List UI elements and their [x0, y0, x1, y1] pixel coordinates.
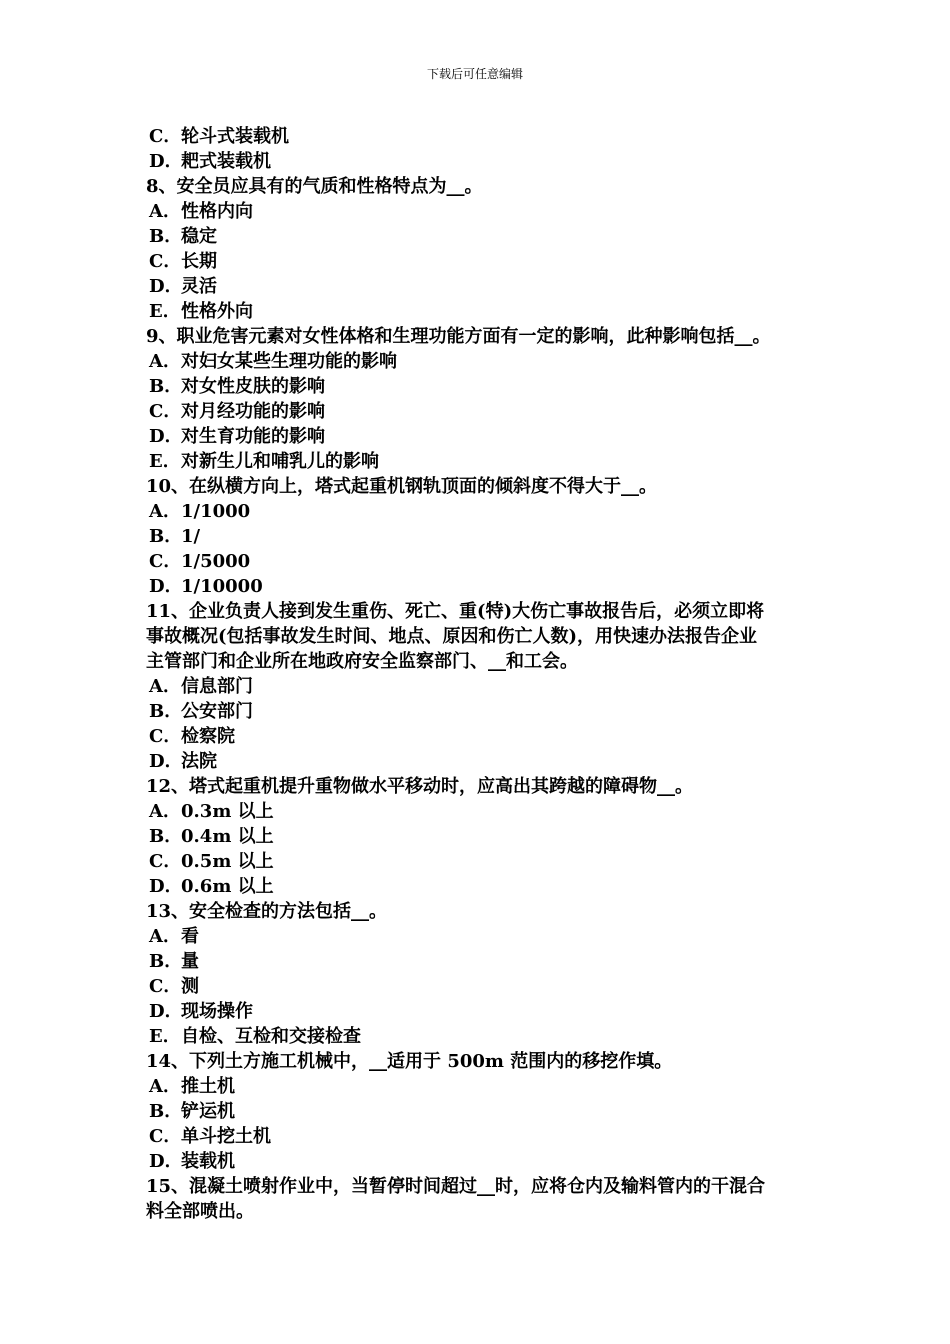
question-line: 料全部喷出。: [146, 1201, 254, 1222]
option-letter: B．: [149, 1101, 183, 1122]
answer-option: [146, 149, 814, 174]
question-line: 12、塔式起重机提升重物做水平移动时，应高出其跨越的障碍物__。: [146, 776, 694, 797]
answer-option: [146, 674, 814, 699]
option-letter: C．: [149, 976, 182, 997]
answer-option: [146, 499, 814, 524]
question-line: 8、安全员应具有的气质和性格特点为__。: [146, 176, 483, 197]
answer-option: [146, 824, 814, 849]
answer-option: [146, 974, 814, 999]
option-text: 0.3m 以上: [181, 801, 274, 822]
option-letter: B．: [149, 951, 183, 972]
option-letter: E．: [149, 301, 181, 322]
option-letter: D．: [149, 276, 183, 297]
answer-option: [146, 274, 814, 299]
option-text: 测: [181, 976, 199, 997]
option-letter: D．: [149, 576, 183, 597]
answer-option: [146, 999, 814, 1024]
option-text: 装载机: [181, 1151, 235, 1172]
option-letter: A．: [149, 801, 181, 822]
option-text: 耙式装载机: [181, 151, 271, 172]
option-letter: B．: [149, 526, 183, 547]
answer-option: [146, 549, 814, 574]
page-header: 下载后可任意编辑: [426, 67, 523, 81]
question-line: 9、职业危害元素对女性体格和生理功能方面有一定的影响，此种影响包括__。: [146, 326, 771, 347]
answer-option: [146, 399, 814, 424]
option-text: 0.5m 以上: [181, 851, 274, 872]
answer-option: [146, 799, 814, 824]
option-letter: C．: [149, 401, 182, 422]
option-letter: D．: [149, 426, 183, 447]
answer-option: [146, 424, 814, 449]
answer-option: [146, 724, 814, 749]
question-line: 13、安全检查的方法包括__。: [146, 901, 388, 922]
answer-option: [146, 524, 814, 549]
option-text: 对新生儿和哺乳儿的影响: [181, 451, 379, 472]
option-letter: B．: [149, 826, 183, 847]
option-text: 性格外向: [181, 301, 253, 322]
answer-option: [146, 124, 814, 149]
option-text: 对生育功能的影响: [181, 426, 325, 447]
option-letter: C．: [149, 251, 182, 272]
answer-option: [146, 1074, 814, 1099]
option-text: 性格内向: [181, 201, 253, 222]
option-letter: C．: [149, 851, 182, 872]
answer-option: [146, 449, 814, 474]
question-line: 15、混凝土喷射作业中，当暂停时间超过__时，应将仓内及输料管内的干混合: [146, 1176, 766, 1197]
option-letter: D．: [149, 751, 183, 772]
option-text: 长期: [181, 251, 217, 272]
option-text: 0.6m 以上: [181, 876, 274, 897]
document-body: [146, 124, 814, 1224]
answer-option: [146, 949, 814, 974]
option-text: 法院: [181, 751, 217, 772]
option-letter: D．: [149, 1151, 183, 1172]
answer-option: [146, 299, 814, 324]
option-text: 对月经功能的影响: [181, 401, 325, 422]
option-text: 0.4m 以上: [181, 826, 274, 847]
option-letter: C．: [149, 551, 182, 572]
answer-option: [146, 574, 814, 599]
option-letter: A．: [149, 201, 181, 222]
option-text: 看: [181, 926, 199, 947]
question-line: 10、在纵横方向上，塔式起重机钢轨顶面的倾斜度不得大于__。: [146, 476, 658, 497]
option-letter: D．: [149, 1001, 183, 1022]
option-text: 轮斗式装载机: [181, 126, 289, 147]
option-letter: C．: [149, 1126, 182, 1147]
option-text: 1/10000: [181, 576, 263, 597]
answer-option: [146, 224, 814, 249]
option-letter: E．: [149, 451, 181, 472]
question-line: 11、企业负责人接到发生重伤、死亡、重(特)大伤亡事故报告后，必须立即将: [146, 601, 765, 622]
option-text: 1/: [181, 526, 201, 547]
answer-option: [146, 199, 814, 224]
answer-option: [146, 699, 814, 724]
option-text: 铲运机: [181, 1101, 235, 1122]
option-text: 信息部门: [181, 676, 253, 697]
answer-option: [146, 1149, 814, 1174]
option-letter: C．: [149, 726, 182, 747]
option-letter: A．: [149, 501, 181, 522]
answer-option: [146, 1124, 814, 1149]
option-letter: A．: [149, 926, 181, 947]
option-text: 稳定: [181, 226, 217, 247]
option-text: 检察院: [181, 726, 235, 747]
option-letter: A．: [149, 1076, 181, 1097]
option-letter: E．: [149, 1026, 181, 1047]
option-letter: B．: [149, 376, 183, 397]
option-letter: A．: [149, 676, 181, 697]
option-text: 对妇女某些生理功能的影响: [181, 351, 397, 372]
option-text: 灵活: [181, 276, 217, 297]
question-line: 14、下列土方施工机械中，__适用于 500m 范围内的移挖作填。: [146, 1051, 673, 1072]
answer-option: [146, 749, 814, 774]
answer-option: [146, 924, 814, 949]
question-line: 事故概况(包括事故发生时间、地点、原因和伤亡人数)，用快速办法报告企业: [146, 626, 758, 647]
answer-option: [146, 849, 814, 874]
option-text: 对女性皮肤的影响: [181, 376, 325, 397]
question-line: 主管部门和企业所在地政府安全监察部门、__和工会。: [146, 651, 578, 672]
option-letter: B．: [149, 701, 183, 722]
option-text: 公安部门: [181, 701, 253, 722]
option-letter: D．: [149, 876, 183, 897]
option-text: 1/1000: [181, 501, 251, 522]
answer-option: [146, 1024, 814, 1049]
option-text: 现场操作: [181, 1001, 253, 1022]
answer-option: [146, 349, 814, 374]
option-letter: A．: [149, 351, 181, 372]
option-text: 1/5000: [181, 551, 251, 572]
option-text: 单斗挖土机: [181, 1126, 271, 1147]
answer-option: [146, 1099, 814, 1124]
option-letter: C．: [149, 126, 182, 147]
answer-option: [146, 249, 814, 274]
option-text: 推土机: [181, 1076, 235, 1097]
option-letter: D．: [149, 151, 183, 172]
option-text: 量: [181, 951, 199, 972]
answer-option: [146, 874, 814, 899]
answer-option: [146, 374, 814, 399]
option-letter: B．: [149, 226, 183, 247]
option-text: 自检、互检和交接检查: [181, 1026, 361, 1047]
